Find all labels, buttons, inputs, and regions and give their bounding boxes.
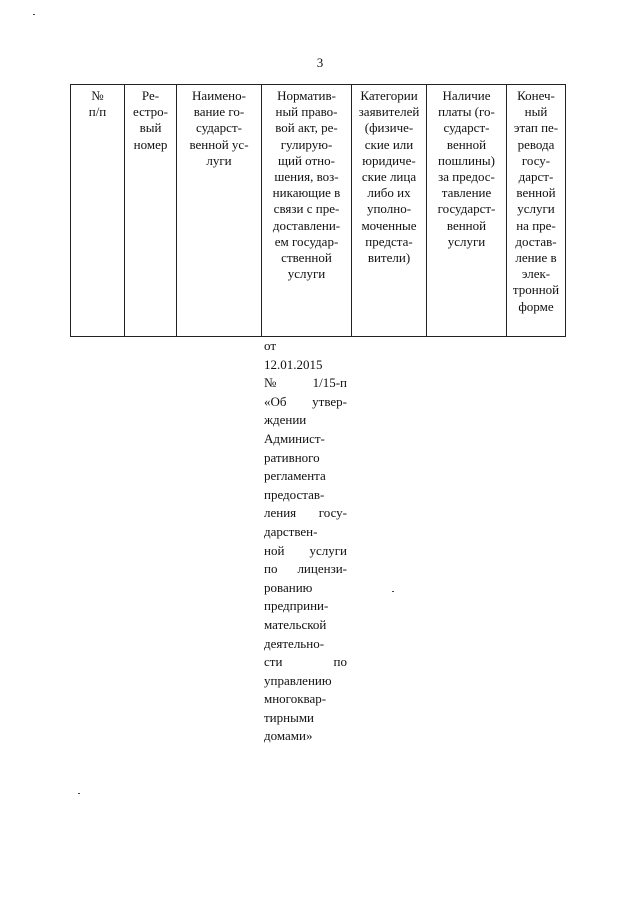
text-line xyxy=(264,653,347,672)
text-line xyxy=(264,690,347,709)
text-line xyxy=(264,523,347,542)
column-header-final-stage: Конеч- ный этап пе- ревода госу- дарст- венной услуги на пре- достав- ление в элек- тронной форме xyxy=(507,85,566,337)
page-number: 3 xyxy=(316,55,324,70)
text-word: «Об xyxy=(264,393,287,409)
text-word: госу- xyxy=(318,505,347,521)
text-line xyxy=(264,430,347,449)
scan-speck xyxy=(33,14,35,15)
text-line xyxy=(264,486,347,505)
text-word: тирными xyxy=(264,709,315,725)
text-line xyxy=(264,579,347,598)
text-word: предприни- xyxy=(264,598,329,614)
text-word: многоквар- xyxy=(264,691,327,707)
text-word: сти xyxy=(264,654,283,670)
text-line xyxy=(264,616,347,635)
text-word: домами» xyxy=(264,728,313,744)
text-word: по xyxy=(333,654,347,670)
text-line xyxy=(264,337,347,356)
text-line xyxy=(264,411,347,430)
text-line xyxy=(264,542,347,561)
legal-act-continuation-text xyxy=(264,337,347,746)
table-header-row xyxy=(71,85,566,337)
column-header-service-name: Наимено- вание го- сударст- венной ус- луги xyxy=(177,85,262,337)
text-line xyxy=(264,727,347,746)
text-word: утвер- xyxy=(312,393,347,409)
text-word: 12.01.2015 xyxy=(264,356,323,372)
column-header-legal-act: Норматив- ный право- вой акт, ре- гулирую- щий отно- шения, воз- никающие в связи с пре- доставлени- ем государ- ственной услуги xyxy=(262,85,352,337)
text-word: управлению xyxy=(264,672,332,688)
text-word: от xyxy=(264,338,277,353)
text-line xyxy=(264,356,347,375)
text-word: лицензи- xyxy=(297,561,347,577)
column-header-fee: Наличие платы (го- сударст- венной пошлины) за предос- тавление государст- венной услуги xyxy=(427,85,507,337)
text-line xyxy=(264,393,347,412)
text-line xyxy=(264,635,347,654)
text-word: рованию xyxy=(264,579,313,595)
text-word: регламента xyxy=(264,468,326,484)
text-word: Админист- xyxy=(264,430,325,446)
text-line xyxy=(264,374,347,393)
text-line xyxy=(264,597,347,616)
text-word: ждении xyxy=(264,412,307,428)
text-word: 1/15-п xyxy=(312,375,347,391)
text-word: ративного xyxy=(264,449,320,465)
text-line xyxy=(264,709,347,728)
text-word: предостав- xyxy=(264,486,325,502)
column-header-number: № п/п xyxy=(71,85,125,337)
scan-speck xyxy=(78,793,80,794)
text-word: ной xyxy=(264,542,285,558)
text-word: по xyxy=(264,561,278,577)
text-word: услуги xyxy=(309,542,347,558)
column-header-applicant-categories: Категории заявителей (физиче- ские или юридиче- ские лица либо их уполно- моченные предста- вители) xyxy=(352,85,427,337)
text-word: деятельно- xyxy=(264,635,325,651)
text-word: мательской xyxy=(264,616,327,632)
registry-table xyxy=(70,84,566,337)
text-line xyxy=(264,672,347,691)
text-line xyxy=(264,504,347,523)
column-header-registry-number: Ре- естро- вый номер xyxy=(125,85,177,337)
text-line xyxy=(264,560,347,579)
text-line xyxy=(264,467,347,486)
scan-speck xyxy=(392,591,394,592)
text-line xyxy=(264,449,347,468)
text-word: ления xyxy=(264,505,297,521)
text-word: дарствен- xyxy=(264,523,318,539)
text-word: № xyxy=(264,375,277,391)
